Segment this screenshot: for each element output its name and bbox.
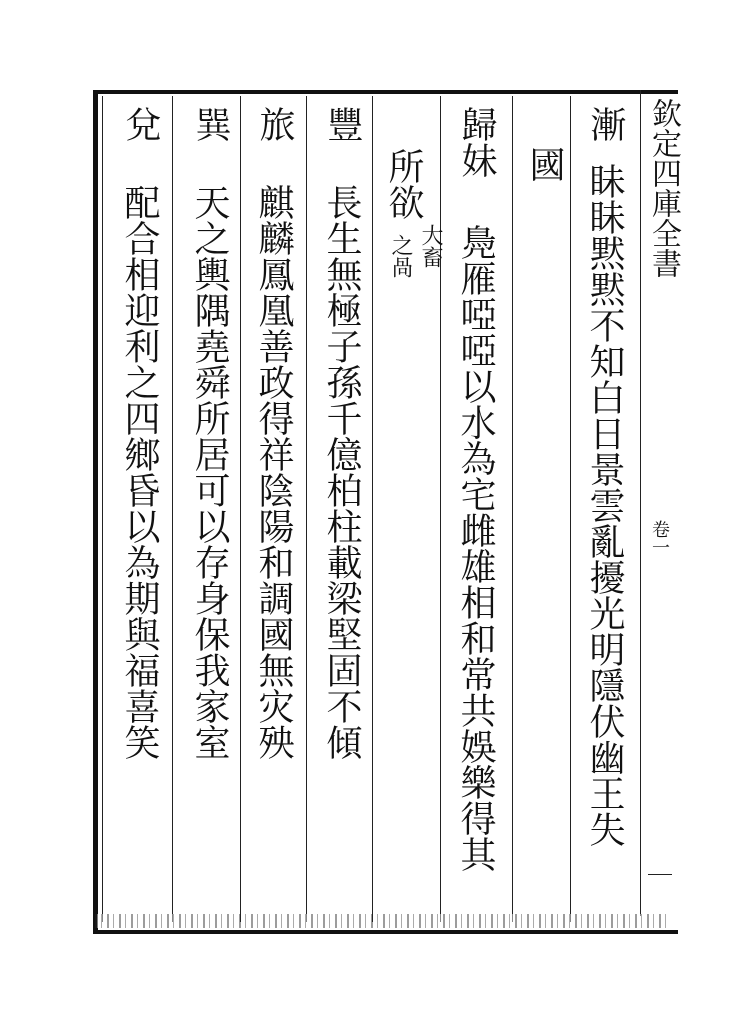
- verse-text: 所欲: [383, 148, 424, 220]
- text-column-jian: [584, 106, 626, 847]
- column-rule: [172, 96, 173, 922]
- verse-text: 天之輿隅堯舜所居可以存身保我家室: [189, 184, 230, 760]
- header-strip: [640, 90, 681, 926]
- verse-text: 長生無極子孫千億柏柱載梁堅固不傾: [321, 184, 362, 760]
- column-rule: [512, 96, 513, 922]
- hexagram-label: 歸妹: [456, 106, 497, 178]
- column-rule: [306, 96, 307, 922]
- hexagram-label: 兌: [120, 106, 161, 142]
- inner-frame-line: [102, 96, 103, 922]
- text-column-lv: [253, 106, 295, 760]
- volume-label: 卷一: [649, 520, 670, 556]
- text-column-suoyu: [383, 148, 443, 278]
- hexagram-label: 巽: [190, 106, 231, 142]
- hexagram-label: 漸: [585, 106, 626, 142]
- verse-text: 麒麟鳳凰善政得祥陰陽和調國無灾殃: [253, 184, 294, 760]
- column-rule: [372, 96, 373, 922]
- book-title: 欽定四庫全書: [646, 98, 681, 278]
- verse-text: 鳧雁啞啞以水為宅雌雄相和常共娛樂得其: [455, 224, 496, 872]
- text-column-xun: [189, 106, 231, 760]
- continuation-char: 國: [524, 146, 565, 182]
- header-tick-mark: [648, 874, 672, 875]
- verse-text: 配合相迎利之四鄉昏以為期與福喜笑: [119, 184, 160, 760]
- column-rule: [570, 96, 571, 922]
- hexagram-label: 豐: [322, 106, 363, 142]
- annotation-note: 大畜: [418, 224, 443, 268]
- column-rule: [240, 96, 241, 922]
- verse-text: 眛眛黙黙不知白日景雲亂擾光明隱伏幽王失: [584, 163, 625, 847]
- header-rule: [640, 90, 641, 916]
- annotation-note: 之咼: [388, 234, 413, 278]
- text-column-guimei: [455, 106, 497, 872]
- column-rule: [440, 96, 441, 922]
- text-column-guo: [524, 146, 564, 182]
- text-column-feng: [321, 106, 363, 760]
- text-column-dui: [119, 106, 161, 760]
- scan-noise-border: [95, 914, 670, 928]
- hexagram-label: 旅: [254, 106, 295, 142]
